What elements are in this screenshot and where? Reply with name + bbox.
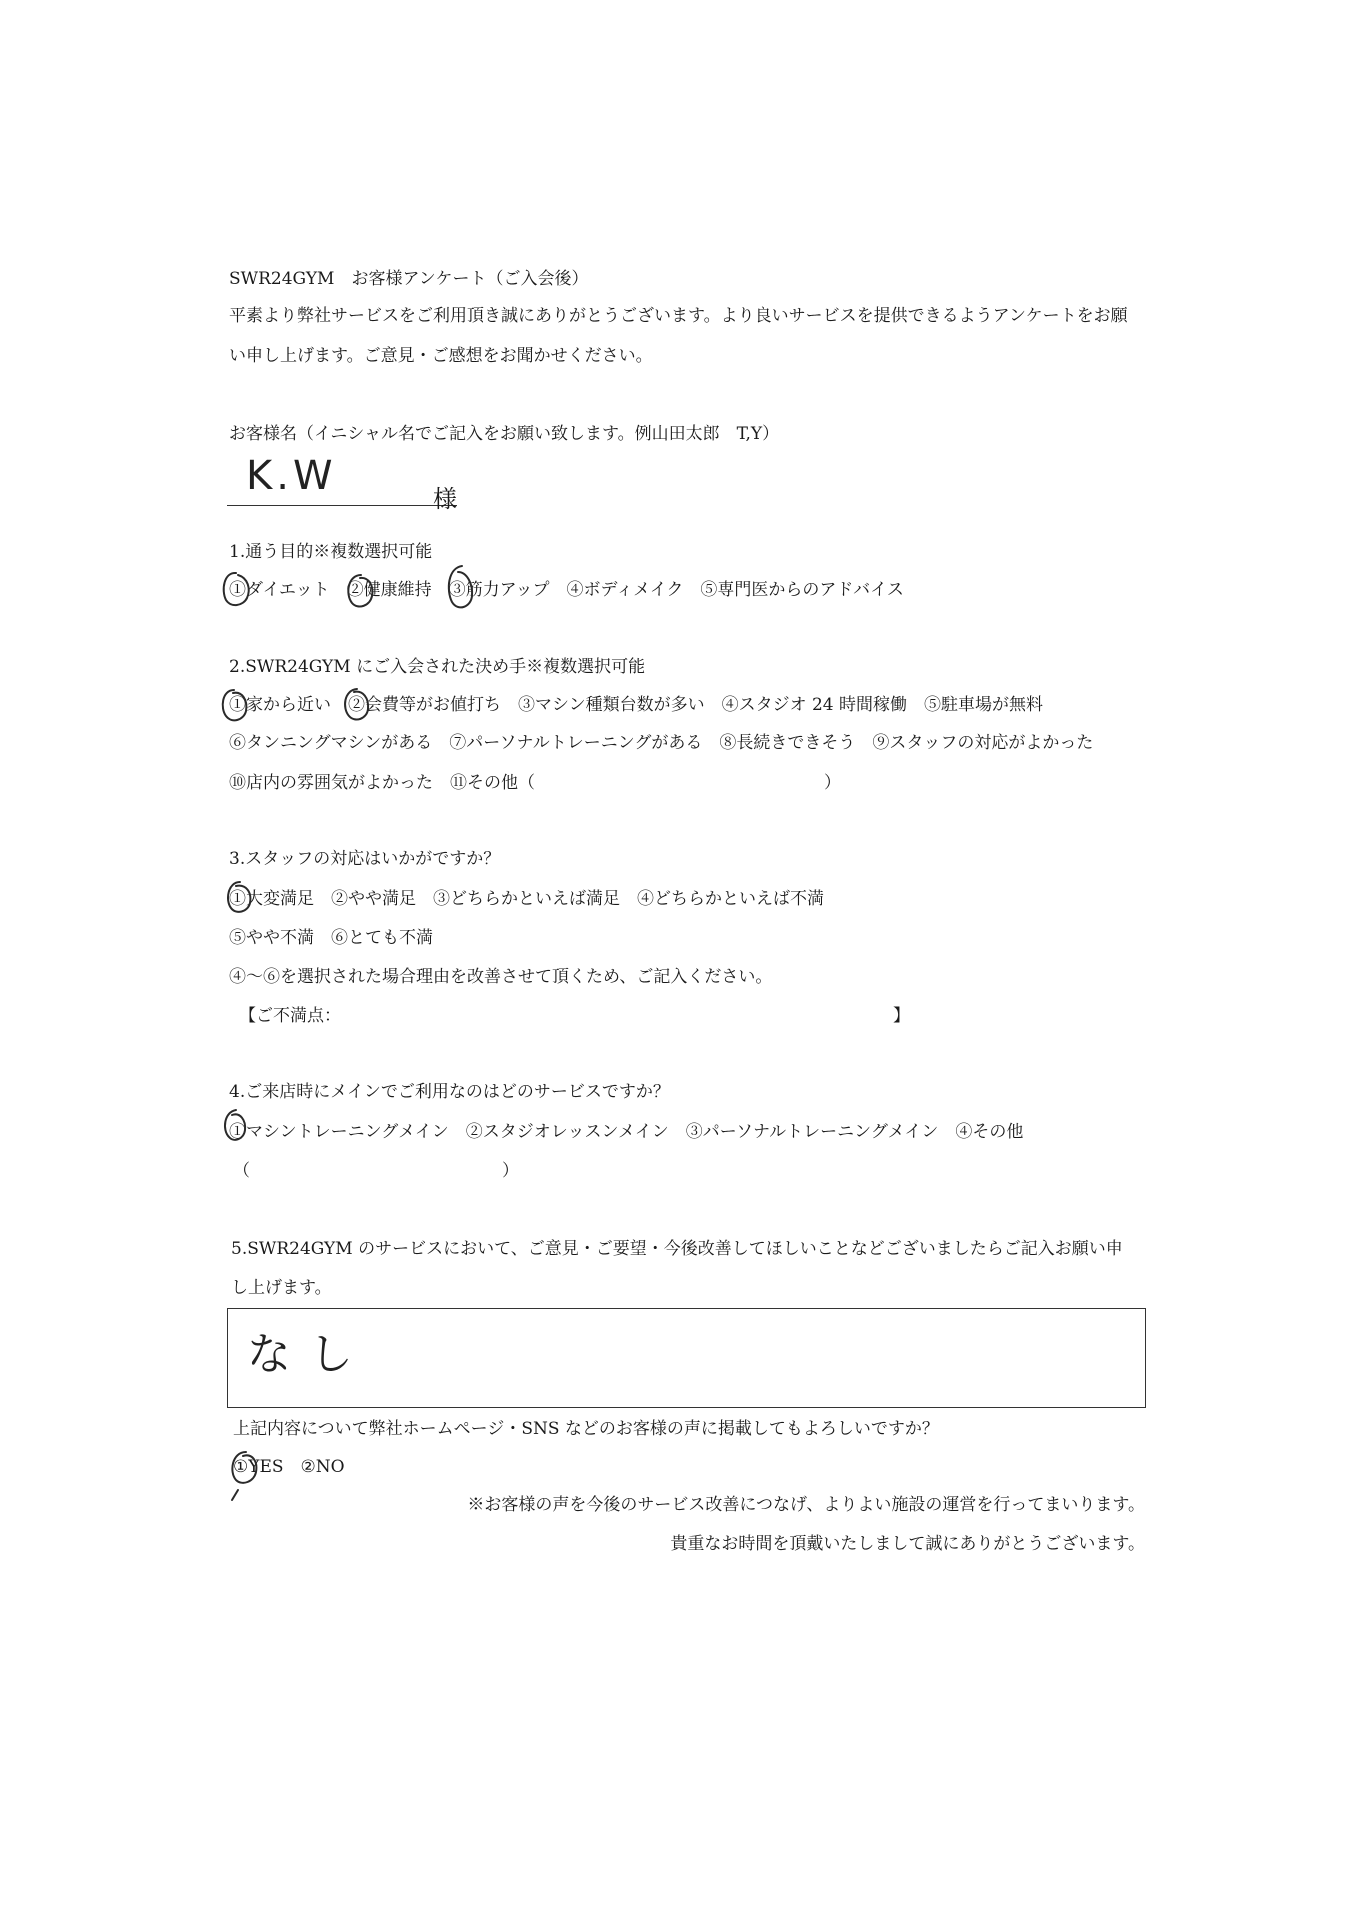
intro-line-1: 平素より弊社サービスをご利用頂き誠にありがとうございます。より良いサービスを提供できるようアンケートをお願 xyxy=(229,306,1128,326)
q1-options: ①ダイエット ②健康維持 ③筋力アップ ④ボディメイク ⑤専門医からのアドバイス xyxy=(229,580,904,600)
q5-answer-handwritten: なし xyxy=(247,1329,371,1380)
q4-title: 4.ご来店時にメインでご利用なのはどのサービスですか？ xyxy=(229,1082,670,1102)
q2-options-row-2: ⑥タンニングマシンがある ⑦パーソナルトレーニングがある ⑧長続きできそう ⑨スタッフの対応がよかった xyxy=(229,733,1094,753)
q3-complaint-close: 】 xyxy=(893,1006,910,1026)
customer-name-underline xyxy=(227,505,457,506)
q3-title: 3.スタッフの対応はいかがですか？ xyxy=(229,849,501,869)
q4-options-row-1: ①マシントレーニングメイン ②スタジオレッスンメイン ③パーソナルトレーニングメイン ④その他 xyxy=(229,1122,1024,1142)
honorific-sama: 様 xyxy=(433,485,457,513)
consent-options: ①YES ②NO xyxy=(233,1457,345,1477)
q2-title: 2.SWR24GYM にご入会された決め手※複数選択可能 xyxy=(229,657,646,677)
q5-title-line-2: し上げます。 xyxy=(231,1278,332,1298)
customer-name-handwritten: K.W xyxy=(246,453,337,499)
q3-complaint-label: 【ご不満点： xyxy=(239,1006,341,1026)
q3-note: ④～⑥を選択された場合理由を改善させて頂くため、ご記入ください。 xyxy=(229,967,773,987)
footer-note: ※お客様の声を今後のサービス改善につなげ、よりよい施設の運営を行ってまいります。 xyxy=(467,1495,1145,1515)
q2-options-row-3: ⑩店内の雰囲気がよかった ⑪その他（ ） xyxy=(229,773,841,793)
q5-title-line-1: 5.SWR24GYM のサービスにおいて、ご意見・ご要望・今後改善してほしいことなどございましたらご記入お願い申 xyxy=(231,1239,1123,1259)
footer-thanks: 貴重なお時間を頂戴いたしまして誠にありがとうございます。 xyxy=(670,1534,1145,1554)
q3-options-row-1: ①大変満足 ②やや満足 ③どちらかといえば満足 ④どちらかといえば不満 xyxy=(229,889,824,909)
consent-question: 上記内容について弊社ホームページ・SNS などのお客様の声に掲載してもよろしいですか？ xyxy=(233,1419,939,1439)
customer-name-label: お客様名（イニシャル名でご記入をお願い致します。例山田太郎 T,Y） xyxy=(229,424,780,444)
q1-title: 1.通う目的※複数選択可能 xyxy=(229,542,433,562)
q2-options-row-1: ①家から近い ②会費等がお値打ち ③マシン種類台数が多い ④スタジオ 24 時間稼働 ⑤駐車場が無料 xyxy=(229,695,1044,715)
form-title: SWR24GYM お客様アンケート（ご入会後） xyxy=(229,269,589,289)
q4-other-close: ） xyxy=(502,1161,519,1181)
intro-line-2: い申し上げます。ご意見・ご感想をお聞かせください。 xyxy=(229,346,653,366)
q4-other-open: （ xyxy=(233,1161,250,1181)
q3-options-row-2: ⑤やや不満 ⑥とても不満 xyxy=(229,928,433,948)
